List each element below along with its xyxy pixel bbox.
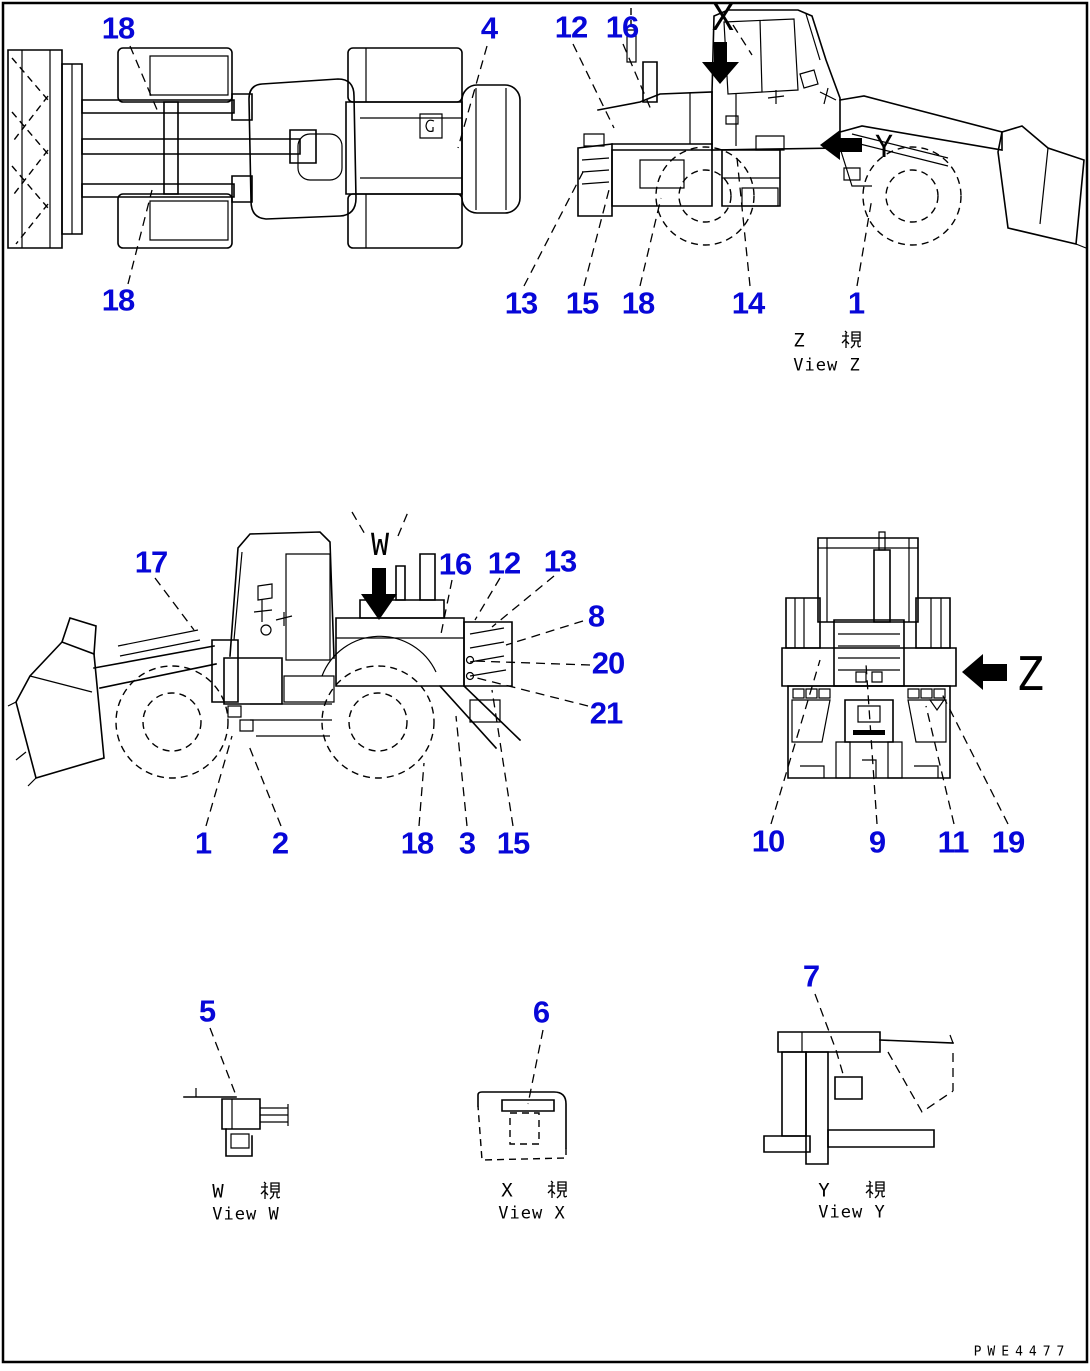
callout-2: 2: [271, 825, 289, 861]
top-view-drawing: [8, 46, 520, 284]
view-w-caption-en: View W: [212, 1204, 280, 1225]
callout-17: 17: [134, 544, 168, 580]
callout-14: 14: [731, 285, 765, 321]
callout-13: 13: [504, 285, 538, 321]
view-y-direction-arrow: [820, 130, 840, 160]
view-y-caption-en: View Y: [818, 1202, 886, 1223]
kanji-shi-icon: [841, 330, 861, 350]
view-z-marker-letter: Z: [1016, 647, 1044, 701]
callout-21: 21: [589, 695, 623, 731]
callout-11: 11: [937, 824, 969, 860]
view-x-direction-arrow: [714, 42, 727, 62]
callout-15: 15: [496, 825, 530, 861]
callout-18: 18: [101, 282, 135, 318]
fender-triangle-mark: [930, 700, 944, 710]
view-w-direction-arrow: [372, 568, 386, 594]
view-z-drawing: [524, 8, 1086, 286]
view-x-caption-letter: X: [501, 1179, 513, 1202]
view-y-marker-letter: Y: [874, 130, 894, 165]
view-z-direction-arrow: [962, 654, 983, 690]
view-w-caption-letter: W: [212, 1180, 224, 1203]
rear-view-drawing: [771, 532, 1008, 824]
callout-3: 3: [458, 825, 476, 861]
kanji-shi-icon: [547, 1180, 567, 1200]
view-x-marker-letter: X: [712, 0, 734, 39]
callout-5: 5: [198, 993, 216, 1029]
callout-8: 8: [587, 598, 605, 634]
callout-12: 12: [554, 9, 588, 45]
callout-20: 20: [591, 645, 625, 681]
callout-16: 16: [438, 546, 472, 582]
view-y-drawing: [764, 994, 953, 1164]
drawing-number: PWE4477: [973, 1344, 1071, 1360]
view-w-drawing: [184, 1028, 288, 1156]
callout-9: 9: [868, 824, 886, 860]
callout-19: 19: [991, 824, 1025, 860]
callout-18: 18: [621, 285, 655, 321]
view-y-caption-letter: Y: [818, 1179, 830, 1202]
view-x-caption-en: View X: [498, 1203, 566, 1224]
view-x-drawing: [478, 1030, 566, 1160]
callout-10: 10: [751, 823, 785, 859]
view-z-caption-letter: Z: [793, 329, 805, 352]
callout-16: 16: [605, 9, 639, 45]
view-w-marker-letter: W: [370, 528, 390, 563]
callout-15: 15: [565, 285, 599, 321]
callout-6: 6: [532, 994, 550, 1030]
view-z-caption-en: View Z: [793, 355, 861, 376]
callout-18: 18: [400, 825, 434, 861]
kanji-shi-icon: [865, 1180, 885, 1200]
callout-13: 13: [543, 543, 577, 579]
callout-1: 1: [847, 285, 865, 321]
callout-4: 4: [480, 10, 498, 46]
callout-1: 1: [194, 825, 212, 861]
callout-7: 7: [802, 958, 820, 994]
callout-12: 12: [487, 545, 521, 581]
callout-18: 18: [101, 10, 135, 46]
kanji-shi-icon: [260, 1181, 280, 1201]
